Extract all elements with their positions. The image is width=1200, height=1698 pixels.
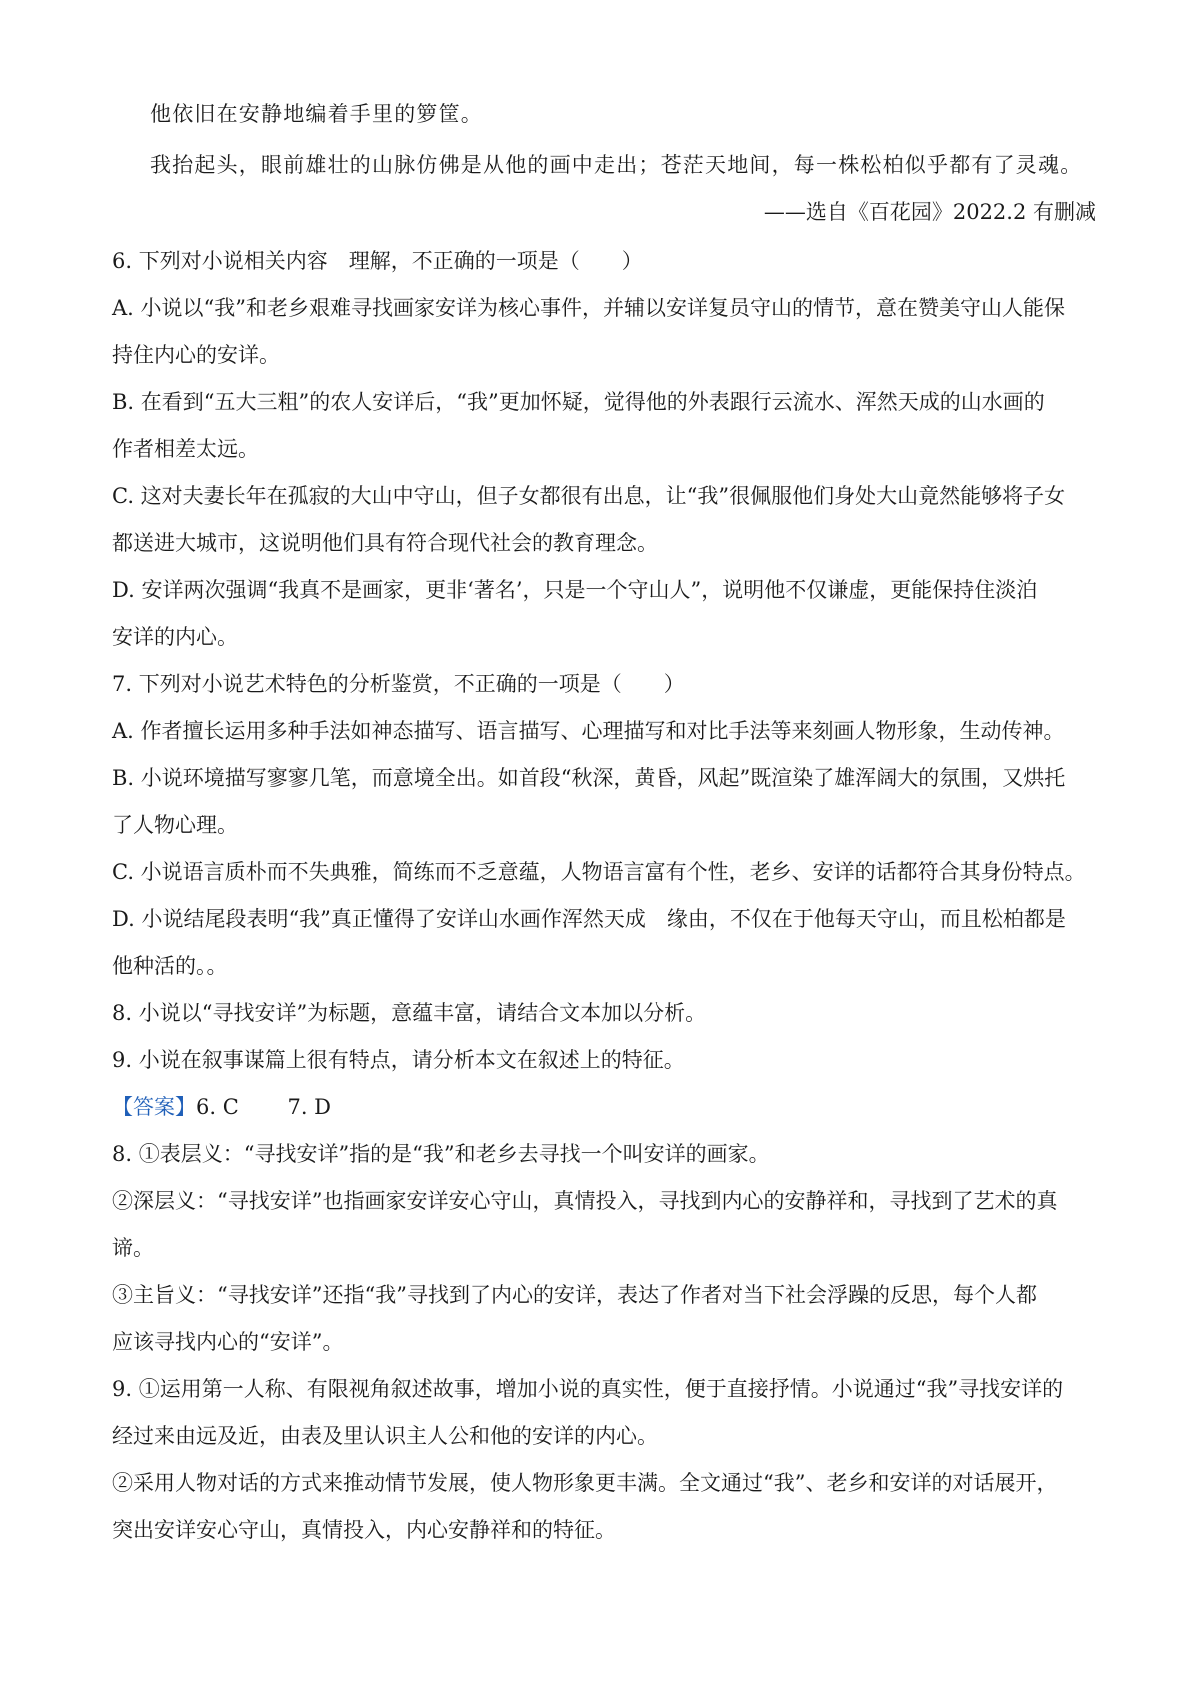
question-7-option-b-cont: 了人物心理。: [112, 813, 238, 837]
answer-text: 6. C 7. D: [196, 1095, 332, 1119]
answer-9-line: ②采用人物对话的方式来推动情节发展，使人物形象更丰满。全文通过“我”、老乡和安详的对话展开，: [112, 1471, 1058, 1495]
question-6-option-d-cont: 安详的内心。: [112, 625, 238, 649]
passage-line: 他依旧在安静地编着手里的箩筐。: [150, 102, 483, 126]
question-6-option-c-cont: 都送进大城市，这说明他们具有符合现代社会的教育理念。: [112, 531, 658, 555]
question-6-option-a-cont: 持住内心的安详。: [112, 343, 280, 367]
passage-source: ——选自《百花园》2022.2 有删减: [763, 200, 1096, 224]
answer-tag: 【答案】: [112, 1095, 196, 1119]
answer-9-line: 突出安详安心守山，真情投入，内心安静祥和的特征。: [112, 1518, 616, 1542]
answer-9-line: 9. ①运用第一人称、有限视角叙述故事，增加小说的真实性，便于直接抒情。小说通过“我”寻找安详的: [112, 1377, 1064, 1401]
question-8-stem: 8. 小说以“寻找安详”为标题，意蕴丰富，请结合文本加以分析。: [112, 1001, 707, 1025]
question-7-option-d: D. 小说结尾段表明“我”真正懂得了安详山水画作浑然天成 缘由，不仅在于他每天守山，而且松柏都是: [112, 907, 1066, 931]
question-6-option-d: D. 安详两次强调“我真不是画家，更非‘著名’，只是一个守山人”，说明他不仅谦虚，更能保持住淡泊: [112, 578, 1038, 602]
question-6-option-a: A. 小说以“我”和老乡艰难寻找画家安详为核心事件，并辅以安详复员守山的情节，意在赞美守山人能保: [112, 296, 1065, 320]
question-7-option-b: B. 小说环境描写寥寥几笔，而意境全出。如首段“秋深，黄昏，风起”既渲染了雄浑阔大的氛围，又烘托: [112, 766, 1066, 790]
question-7-stem: 7. 下列对小说艺术特色的分析鉴赏，不正确的一项是（ ）: [112, 672, 685, 696]
question-9-stem: 9. 小说在叙事谋篇上很有特点，请分析本文在叙述上的特征。: [112, 1048, 685, 1072]
answer-8-line: 8. ①表层义：“寻找安详”指的是“我”和老乡去寻找一个叫安详的画家。: [112, 1142, 770, 1166]
answer-8-line: ③主旨义：“寻找安详”还指“我”寻找到了内心的安详，表达了作者对当下社会浮躁的反思，每个人都: [112, 1283, 1037, 1307]
question-6-option-c: C. 这对夫妻长年在孤寂的大山中守山，但子女都很有出息，让“我”很佩服他们身处大山竟然能够将子女: [112, 484, 1066, 508]
answer-8-line: ②深层义：“寻找安详”也指画家安详安心守山，真情投入，寻找到内心的安静祥和，寻找到了艺术的真: [112, 1189, 1058, 1213]
question-7-option-c: C. 小说语言质朴而不失典雅，简练而不乏意蕴，人物语言富有个性，老乡、安详的话都符合其身份特点。: [112, 860, 1086, 884]
question-6-option-b-cont: 作者相差太远。: [112, 437, 259, 461]
passage-line: 我抬起头，眼前雄壮的山脉仿佛是从他的画中走出；苍茫天地间，每一株松柏似乎都有了灵魂。: [150, 153, 1083, 177]
question-7-option-a: A. 作者擅长运用多种手法如神态描写、语言描写、心理描写和对比手法等来刻画人物形象，生动传神。: [112, 719, 1065, 743]
answer-line: [112, 1092, 1096, 1122]
answer-9-line: 经过来由远及近，由表及里认识主人公和他的安详的内心。: [112, 1424, 658, 1448]
answer-8-line: 谛。: [112, 1236, 154, 1260]
question-6-option-b: B. 在看到“五大三粗”的农人安详后，“我”更加怀疑，觉得他的外表跟行云流水、浑然天成的山水画的: [112, 390, 1045, 414]
question-7-option-d-cont: 他种活的。。: [112, 954, 228, 978]
answer-8-line: 应该寻找内心的“安详”。: [112, 1330, 344, 1354]
question-6-stem: 6. 下列对小说相关内容 理解，不正确的一项是（ ）: [112, 249, 643, 273]
